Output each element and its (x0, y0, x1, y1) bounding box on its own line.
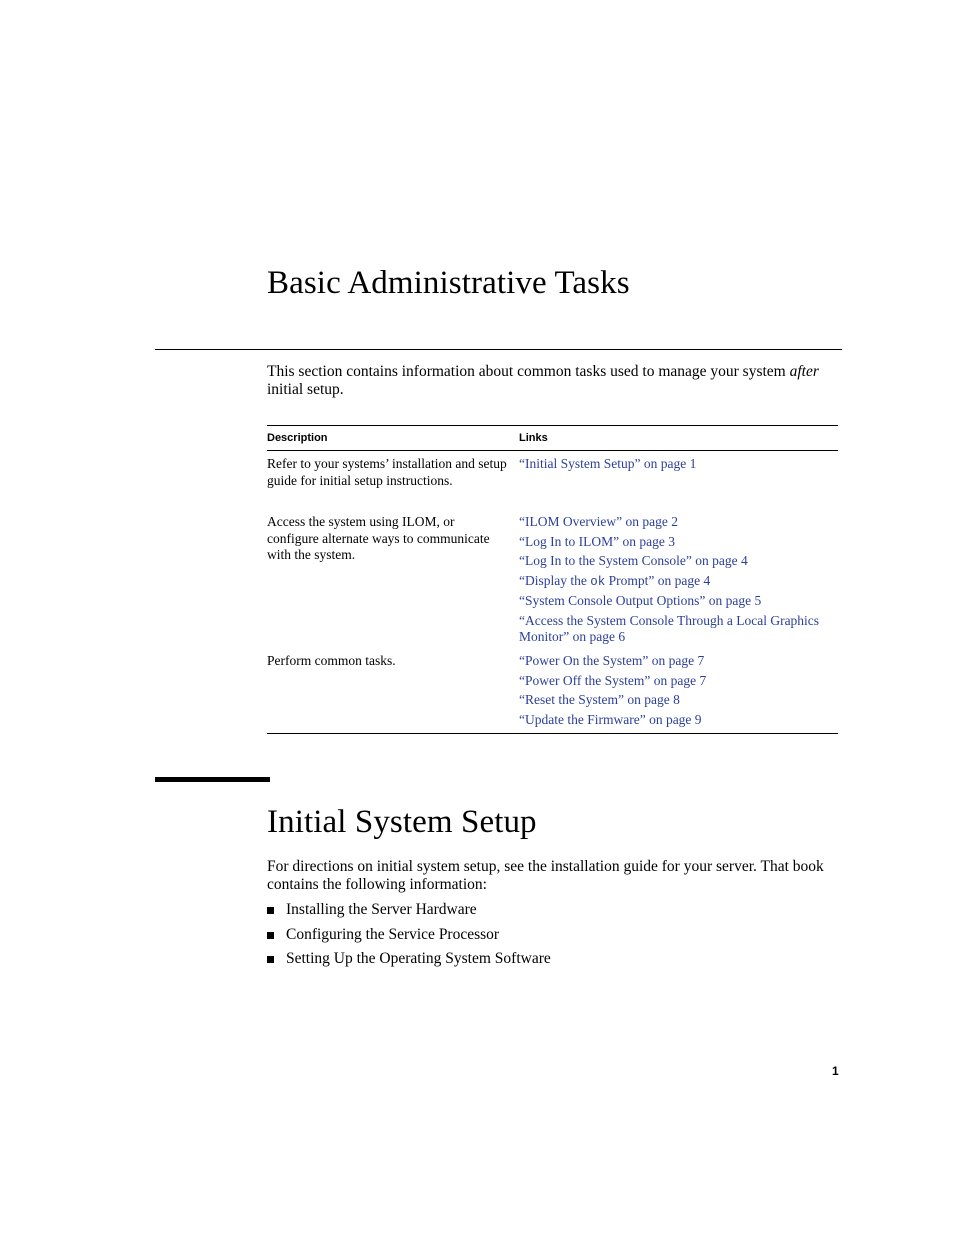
header-description: Description (267, 432, 328, 444)
bullet-square-icon (267, 956, 274, 963)
row-description: Refer to your systems’ installation and setup guide for initial setup instructions. (267, 456, 507, 488)
page-number: 1 (832, 1064, 839, 1078)
row-description: Access the system using ILOM, or configure alternate ways to communicate with the system. (267, 514, 490, 562)
section-title-initial-setup: Initial System Setup (267, 804, 537, 840)
row-description: Perform common tasks. (267, 653, 396, 668)
link-system-console-output-options[interactable]: “System Console Output Options” on page 5 (519, 593, 762, 608)
section-divider (155, 349, 842, 350)
bullet-square-icon (267, 932, 274, 939)
link-display-ok-prompt[interactable]: “Display the ok Prompt” on page 4 (519, 572, 711, 589)
table-bottom-rule (267, 733, 838, 734)
link-log-in-system-console[interactable]: “Log In to the System Console” on page 4 (519, 553, 748, 568)
info-list (267, 900, 551, 974)
setup-paragraph: For directions on initial system setup, see the installation guide for your server. That book contains the following information: (267, 858, 824, 893)
link-initial-system-setup[interactable]: “Initial System Setup” on page 1 (519, 456, 697, 471)
table-row (267, 653, 838, 727)
list-item: Setting Up the Operating System Software (267, 949, 551, 974)
link-power-on[interactable]: “Power On the System” on page 7 (519, 653, 705, 668)
emphasis-text: after (789, 363, 819, 380)
header-links: Links (519, 432, 548, 444)
list-item: Configuring the Service Processor (267, 925, 551, 950)
bullet-square-icon (267, 907, 274, 914)
tasks-table (267, 425, 838, 727)
section-marker-bar (155, 777, 270, 782)
link-access-console-local-graphics[interactable]: “Access the System Console Through a Local Graphics Monitor” on page 6 (519, 612, 820, 644)
link-update-firmware[interactable]: “Update the Firmware” on page 9 (519, 711, 702, 727)
link-power-off[interactable]: “Power Off the System” on page 7 (519, 672, 707, 688)
link-reset-system[interactable]: “Reset the System” on page 8 (519, 692, 680, 707)
row-links (519, 514, 838, 649)
section-title-basic-admin: Basic Administrative Tasks (267, 265, 630, 301)
row-links (519, 653, 838, 731)
list-item: Installing the Server Hardware (267, 900, 551, 925)
table-row (267, 456, 838, 489)
row-links (519, 456, 838, 476)
intro-paragraph: This section contains information about common tasks used to manage your system after initial setup. (267, 363, 819, 398)
link-ilom-overview[interactable]: “ILOM Overview” on page 2 (519, 514, 678, 529)
table-row (267, 514, 838, 644)
table-header (267, 426, 838, 451)
code-ok: ok (590, 574, 606, 589)
link-log-in-to-ilom[interactable]: “Log In to ILOM” on page 3 (519, 533, 675, 549)
